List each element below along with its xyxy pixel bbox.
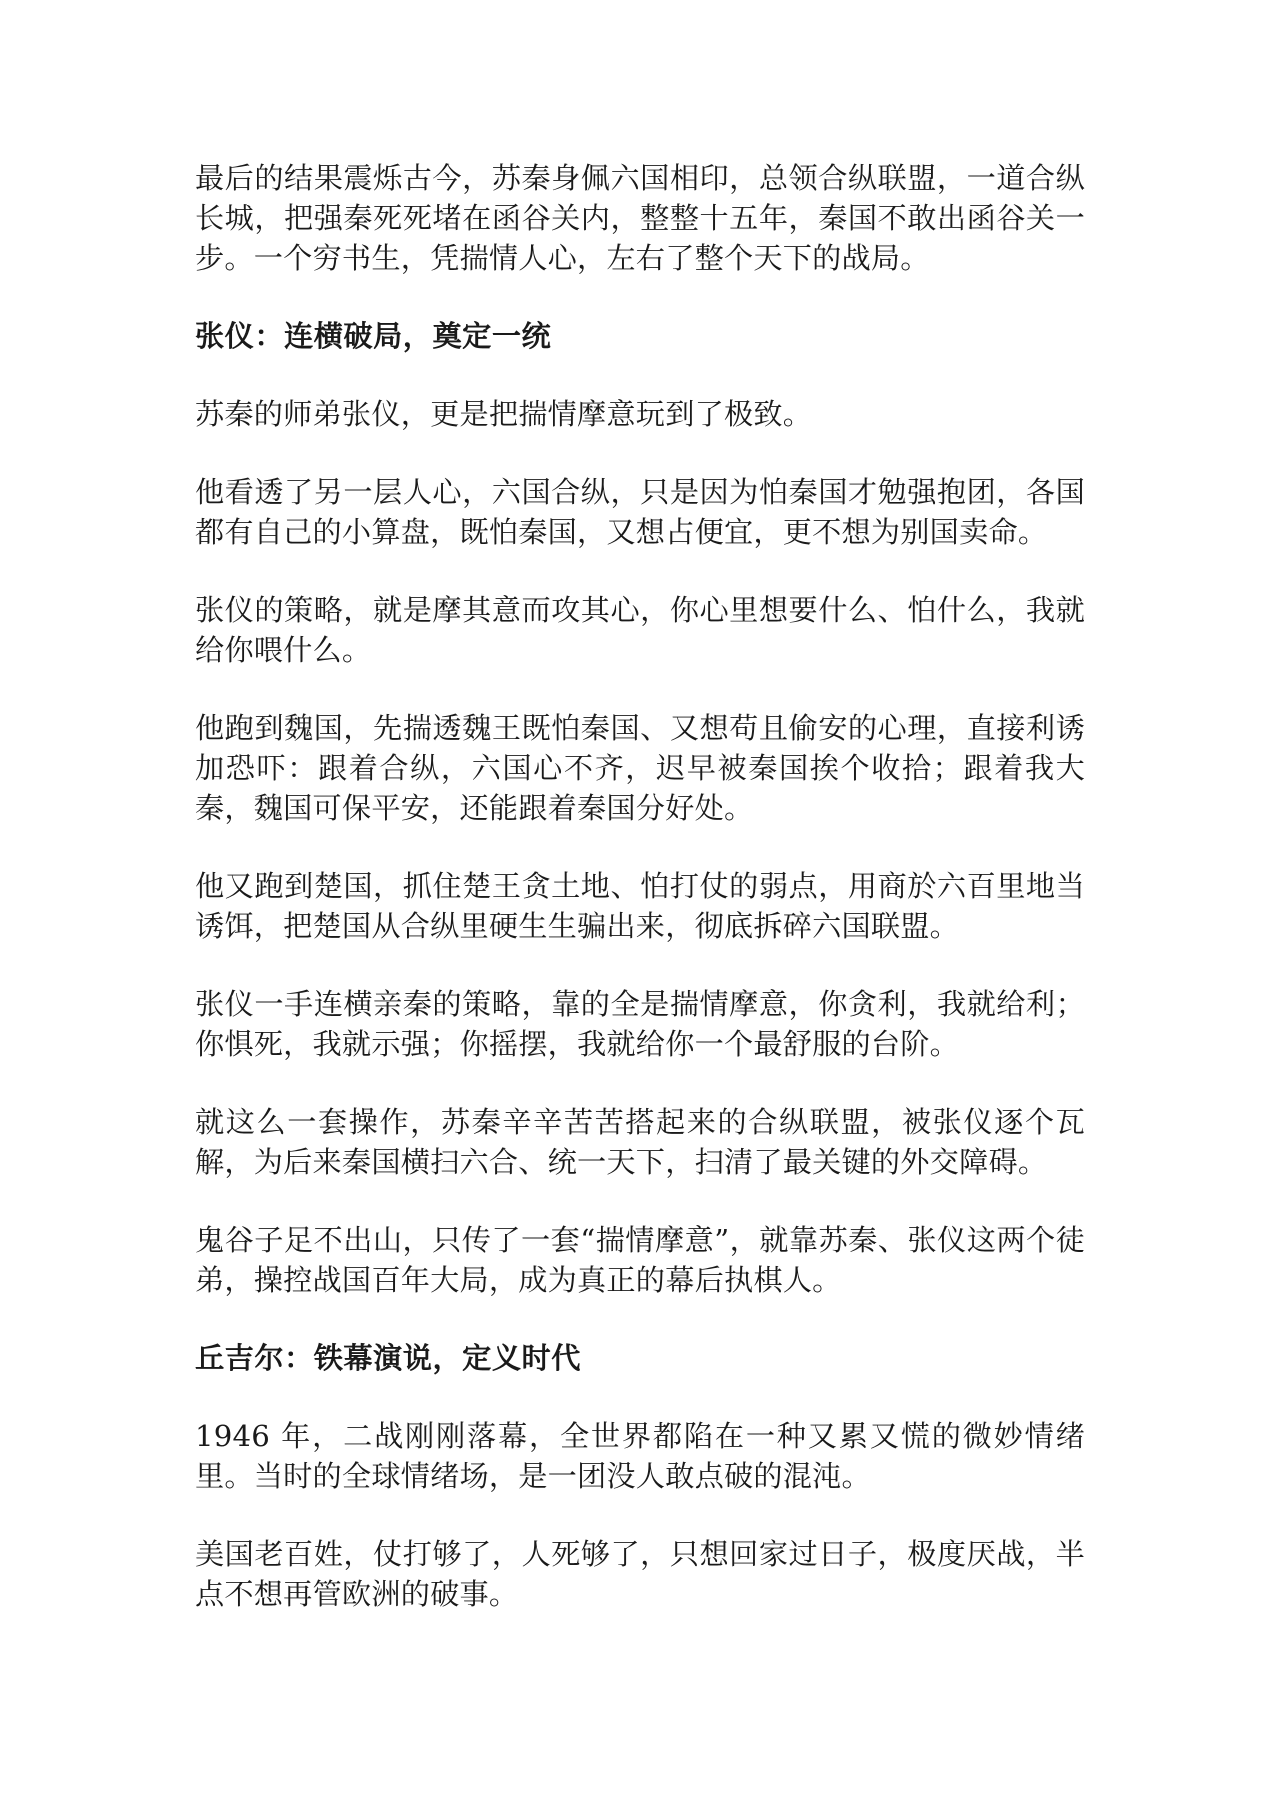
paragraph-1946: 1946 年，二战刚刚落幕，全世界都陷在一种又累又慌的微妙情绪里。当时的全球情绪场，是一团没人敢点破的混沌。	[195, 1419, 1085, 1493]
paragraph-guiguzi: 鬼谷子足不出山，只传了一套“揣情摩意”，就靠苏秦、张仪这两个徒弟，操控战国百年大局，成为真正的幕后执棋人。	[195, 1223, 1085, 1297]
paragraph-zhangyi-strategy: 张仪的策略，就是摩其意而攻其心，你心里想要什么、怕什么，我就给你喂什么。	[195, 593, 1085, 667]
section-heading-churchill: 丘吉尔：铁幕演说，定义时代	[195, 1341, 581, 1375]
paragraph-alliance-collapse: 就这么一套操作，苏秦辛辛苦苦搭起来的合纵联盟，被张仪逐个瓦解，为后来秦国横扫六合、统一天下，扫清了最关键的外交障碍。	[195, 1105, 1085, 1179]
paragraph-zhangyi-intro: 苏秦的师弟张仪，更是把揣情摩意玩到了极致。	[195, 397, 813, 431]
document-page	[195, 158, 1085, 1652]
paragraph-six-states: 他看透了另一层人心，六国合纵，只是因为怕秦国才勉强抱团，各国都有自己的小算盘，既怕秦国，又想占便宜，更不想为别国卖命。	[195, 475, 1085, 549]
paragraph-american-public: 美国老百姓，仗打够了，人死够了，只想回家过日子，极度厌战，半点不想再管欧洲的破事。	[195, 1537, 1085, 1611]
paragraph-lianheng: 张仪一手连横亲秦的策略，靠的全是揣情摩意，你贪利，我就给利；你惧死，我就示强；你摇摆，我就给你一个最舒服的台阶。	[195, 987, 1085, 1061]
section-heading-zhangyi: 张仪：连横破局，奠定一统	[195, 319, 552, 353]
paragraph-wei-state: 他跑到魏国，先揣透魏王既怕秦国、又想苟且偷安的心理，直接利诱加恐吓：跟着合纵，六国心不齐，迟早被秦国挨个收拾；跟着我大秦，魏国可保平安，还能跟着秦国分好处。	[195, 711, 1085, 825]
paragraph-sujin-outcome: 最后的结果震烁古今，苏秦身佩六国相印，总领合纵联盟，一道合纵长城，把强秦死死堵在函谷关内，整整十五年，秦国不敢出函谷关一步。一个穷书生，凭揣情人心，左右了整个天下的战局。	[195, 161, 1085, 275]
paragraph-chu-state: 他又跑到楚国，抓住楚王贪土地、怕打仗的弱点，用商於六百里地当诱饵，把楚国从合纵里硬生生骗出来，彻底拆碎六国联盟。	[195, 869, 1085, 943]
